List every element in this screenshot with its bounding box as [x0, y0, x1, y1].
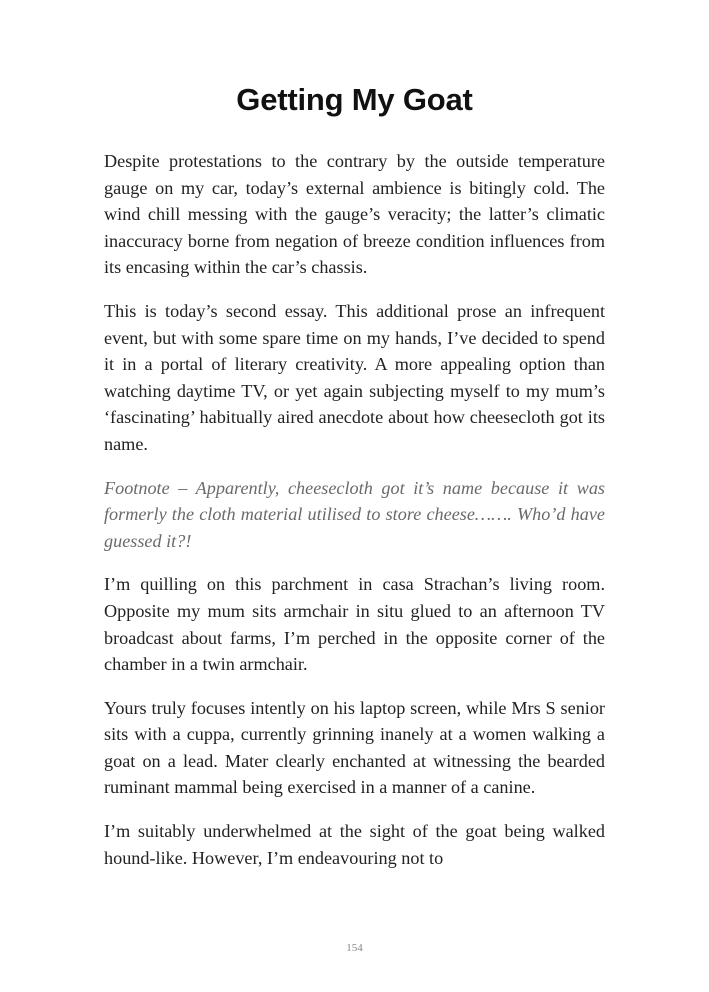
footnote-paragraph: Footnote – Apparently, cheesecloth got it’s name because it was formerly the cloth material utilised to store cheese……. Who’d have guessed it?! [104, 477, 605, 551]
paragraph-2: This is today’s second essay. This additional prose an infrequent event, but with some spare time on my hands, I’ve decided to spend it in a portal of literary creativity. A more appealing option than watching daytime TV, or yet again subjecting myself to my mum’s ‘fascinating’ habitually aired anecdote about how cheesecloth got its name. [104, 300, 605, 454]
page-title: Getting My Goat [236, 82, 473, 117]
page-number: 154 [346, 942, 363, 954]
body-text [104, 148, 605, 888]
paragraph-1: Despite protestations to the contrary by the outside temperature gauge on my car, today’s external ambience is bitingly cold. The wind chill messing with the gauge’s veracity; the latter’s climatic inaccuracy borne from negation of breeze condition influences from its encasing within the car’s chassis. [104, 151, 605, 278]
paragraph-4: Yours truly focuses intently on his laptop screen, while Mrs S senior sits with a cuppa, currently grinning inanely at a women walking a goat on a lead. Mater clearly enchanted at witnessing the bearded ruminant mammal being exercised in a manner of a canine. [104, 697, 605, 798]
paragraph-3: I’m quilling on this parchment in casa Strachan’s living room. Opposite my mum sits armchair in situ glued to an afternoon TV broadcast about farms, I’m perched in the opposite corner of the chamber in a twin armchair. [104, 574, 605, 675]
paragraph-5: I’m suitably underwhelmed at the sight of the goat being walked hound-like. However, I’m endeavouring not to [104, 821, 605, 868]
